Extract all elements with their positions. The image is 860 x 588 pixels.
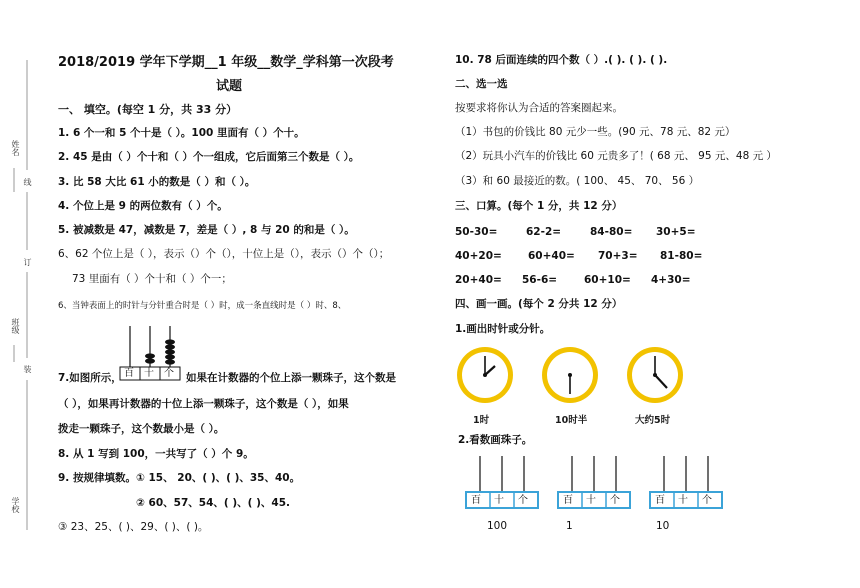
- question-5: 5. 被减数是 47，减数是 7，差是（ ）, 8 与 20 的和是（ ）。: [58, 224, 355, 236]
- class-label: 班级: [11, 318, 20, 334]
- question-9c: ③ 23、25、( )、29、( )、( )。: [58, 521, 209, 533]
- clock-caption-3: 大约5时: [635, 415, 671, 426]
- abacus2-label-tens: 十: [586, 495, 596, 506]
- line-char-1: 线: [23, 178, 32, 186]
- clock-3: [627, 347, 683, 403]
- section4-heading: 四、画一画。(每个 2 分共 12 分）: [455, 298, 623, 310]
- clock-1: [457, 347, 513, 403]
- question-7c: （ ），如果再计数器的十位上添一颗珠子，这个数是（ ），如果: [58, 398, 349, 410]
- abacus1-label-ones: 个: [518, 495, 528, 506]
- choice-question-2: （2）玩具小汽车的价钱比 60 元贵多了！( 68 元、 95 元、48 元 ）: [455, 150, 777, 162]
- draw-question-2: 2.看数画珠子。: [458, 434, 533, 446]
- exam-title-line1: 2018/2019 学年下学期__1 年级__数学_学科第一次段考: [58, 55, 394, 70]
- oral-2-4: 81-80=: [660, 250, 703, 262]
- question-8: 8. 从 1 写到 100，一共写了（ ）个 9。: [58, 448, 254, 460]
- name-label: 姓名: [11, 140, 20, 156]
- abacus2-label-hundreds: 百: [563, 495, 573, 506]
- clock-caption-1: 1时: [473, 415, 490, 426]
- question-6b: 73 里面有（ ）个十和（ ）个一；: [72, 273, 232, 285]
- abacus-value-2: 1: [566, 520, 573, 532]
- school-label: 学校: [11, 497, 20, 513]
- question-7d: 拨走一颗珠子，这个数最小是（ ）。: [58, 423, 225, 435]
- oral-3-1: 20+40=: [455, 274, 502, 286]
- abacus3-label-ones: 个: [702, 495, 712, 506]
- question-2: 2. 45 是由（ ）个十和（ ）个一组成，它后面第三个数是（ ）。: [58, 151, 360, 163]
- abacus1-label-tens: 十: [494, 495, 504, 506]
- section2-instructions: 按要求将你认为合适的答案圈起来。: [455, 102, 623, 114]
- abacus-value-3: 10: [656, 520, 670, 532]
- oral-3-2: 56-6=: [522, 274, 558, 286]
- oral-3-4: 4+30=: [651, 274, 691, 286]
- question-3: 3. 比 58 大比 61 小的数是（ ）和（ ）。: [58, 176, 256, 188]
- question-9b: ② 60、57、54、( )、( )、45.: [136, 497, 290, 509]
- exam-title-line2: 试题: [216, 79, 243, 94]
- abacus3-label-tens: 十: [678, 495, 688, 506]
- draw-question-1: 1.画出时针或分针。: [455, 323, 551, 335]
- question-6c: 6、当钟表面上的时针与分针重合时是（ ）时，成一条直线时是（ ）时、8、: [58, 301, 347, 311]
- abacus1-label-hundreds: 百: [471, 495, 481, 506]
- binding-lines: [0, 0, 50, 588]
- section1-heading: 一、 填空。(每空 1 分，共 33 分）: [58, 103, 238, 116]
- line-char-3: 装: [23, 365, 32, 373]
- oral-2-3: 70+3=: [598, 250, 638, 262]
- oral-1-1: 50-30=: [455, 226, 498, 238]
- question-1: 1. 6 个一和 5 个十是（ ）。100 里面有（ ）个十。: [58, 127, 305, 139]
- abacus-label-hundreds: 百: [124, 368, 134, 379]
- clocks-row: [455, 345, 715, 407]
- choice-question-1: （1）书包的价钱比 80 元少一些。(90 元、78 元、82 元）: [455, 126, 736, 138]
- section2-heading: 二、选一选: [455, 78, 508, 90]
- oral-2-1: 40+20=: [455, 250, 502, 262]
- abacus3-label-hundreds: 百: [655, 495, 665, 506]
- clock-caption-2: 10时半: [555, 415, 588, 426]
- question-10: 10. 78 后面连续的四个数（ ）.( ). ( ). ( ).: [455, 54, 668, 66]
- abacus-value-1: 100: [487, 520, 508, 532]
- abacus-label-tens: 十: [144, 368, 154, 379]
- question-7a: 7.如图所示，: [58, 372, 122, 384]
- oral-1-4: 30+5=: [656, 226, 696, 238]
- abacus2-label-ones: 个: [610, 495, 620, 506]
- question-6a: 6、62 个位上是（ ），表示（）个（），十位上是（），表示（）个（）；: [58, 248, 390, 260]
- oral-1-2: 62-2=: [526, 226, 562, 238]
- section3-heading: 三、口算。(每个 1 分，共 12 分）: [455, 200, 623, 212]
- abacus-label-ones: 个: [164, 368, 174, 379]
- question-9a: 9. 按规律填数。① 15、 20、( )、( )、35、40。: [58, 472, 301, 484]
- oral-3-3: 60+10=: [584, 274, 631, 286]
- question-4: 4. 个位上是 9 的两位数有（ ）个。: [58, 200, 228, 212]
- clock-2: [542, 347, 598, 403]
- choice-question-3: （3）和 60 最接近的数。( 100、 45、 70、 56 ）: [455, 175, 700, 187]
- question-7b: 如果在计数器的个位上添一颗珠子，这个数是: [186, 372, 396, 384]
- line-char-2: 订: [23, 258, 32, 266]
- oral-1-3: 84-80=: [590, 226, 633, 238]
- oral-2-2: 60+40=: [528, 250, 575, 262]
